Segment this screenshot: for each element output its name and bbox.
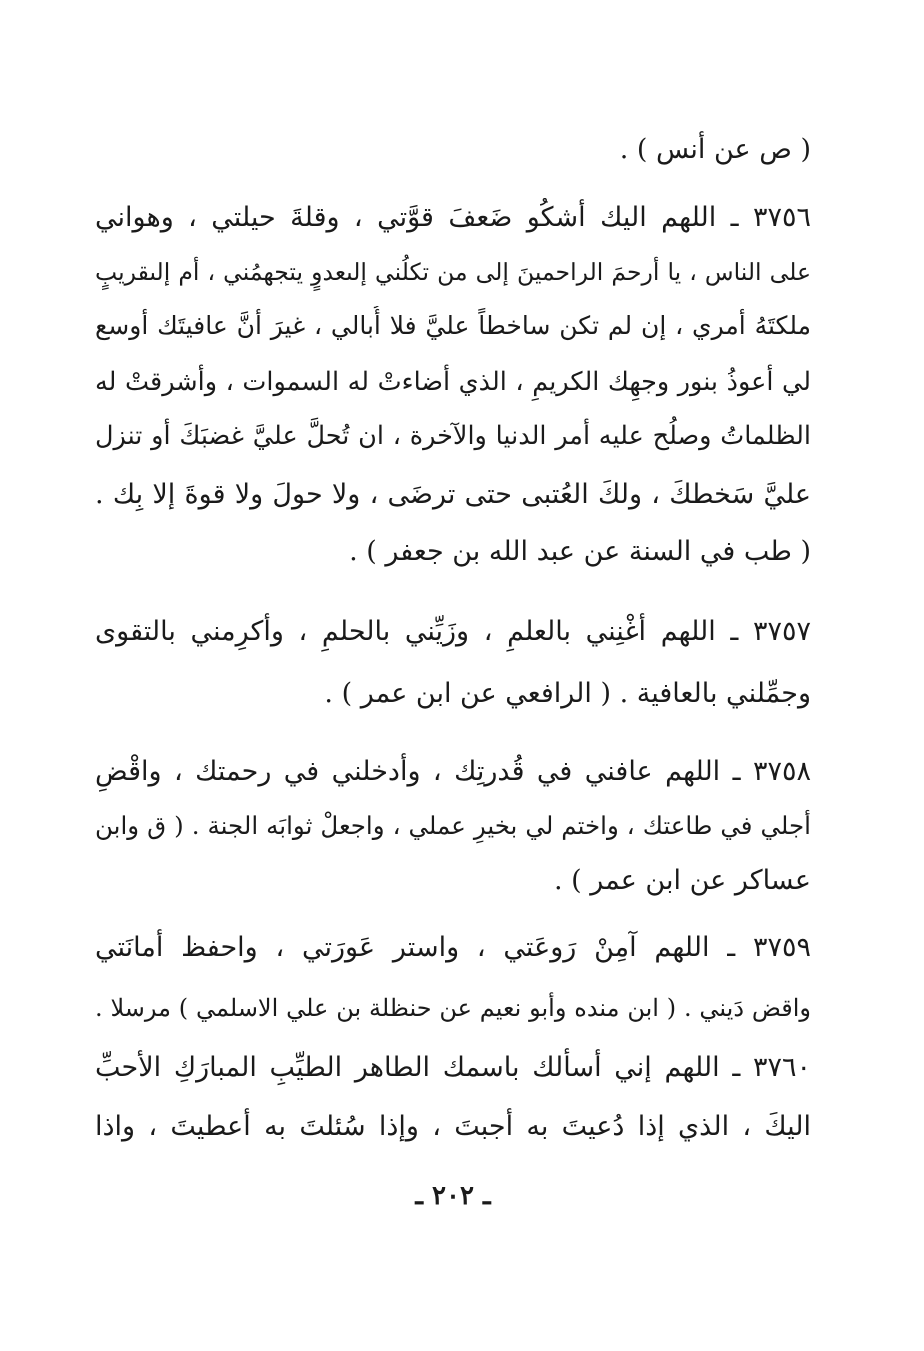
text-line: ٣٧٦٠ ـ اللهم إني أسألك باسمك الطاهر الطيِّبِ المبارَكِ الأحبِّ	[95, 1052, 811, 1083]
text-line: ( طب في السنة عن عبد الله بن جعفر ) .	[349, 536, 811, 567]
text-line: الظلماتُ وصلُح عليه أمر الدنيا والآخرة ، ان تُحلَّ عليَّ غضبَكَ أو تنزل	[95, 421, 811, 451]
document-page	[95, 0, 811, 1351]
text-line: عليَّ سَخطكَ ، ولكَ العُتبى حتى ترضَى ، ولا حولَ ولا قوةَ إلا بِك .	[95, 479, 811, 510]
text-line: ملكتَهُ أمري ، إن لم تكن ساخطاً عليَّ فلا أُبالي ، غيرَ أنَّ عافيتَك أوسع	[95, 311, 811, 340]
text-line: اليكَ ، الذي إذا دُعيتَ به أجبتَ ، وإذا سُئلتَ به أعطيتَ ، واذا	[95, 1111, 811, 1142]
text-line: أجلي في طاعتك ، واختم لي بخيرِ عملي ، واجعلْ ثوابَه الجنة . ( ق وابن	[95, 811, 811, 840]
text-line: واقض دَيني . ( ابن منده وأبو نعيم عن حنظلة بن علي الاسلمي ) مرسلا .	[95, 994, 811, 1022]
text-line: ٣٧٥٨ ـ اللهم عافني في قُدرتِك ، وأدخلني في رحمتك ، واقْضِ	[95, 756, 811, 787]
text-line: ٣٧٥٩ ـ اللهم آمِنْ رَوعَتي ، واستر عَورَتي ، واحفظ أمانَتي	[95, 932, 811, 963]
text-line: لي أعوذُ بنور وجهِك الكريمِ ، الذي أضاءتْ له السموات ، وأشرقتْ له	[95, 367, 811, 397]
text-line: عساكر عن ابن عمر ) .	[553, 865, 811, 896]
text-line: ٣٧٥٦ ـ اللهم اليك أشكُو ضَعفَ قوَّتي ، وقلةَ حيلتي ، وهواني	[95, 202, 811, 233]
text-line: وجمِّلني بالعافية . ( الرافعي عن ابن عمر ) .	[324, 678, 811, 709]
text-line: ٣٧٥٧ ـ اللهم أغْنِني بالعلمِ ، وزَيِّني بالحلمِ ، وأكرِمني بالتقوى	[95, 616, 811, 647]
text-line: على الناس ، يا أرحمَ الراحمينَ إلى من تكلُني إلىعدوٍ يتجهمُني ، أم إلىقريبٍ	[95, 258, 811, 286]
page-number: ـ ٢٠٢ ـ	[415, 1181, 491, 1211]
text-line: ( ص عن أنس ) .	[619, 134, 811, 165]
